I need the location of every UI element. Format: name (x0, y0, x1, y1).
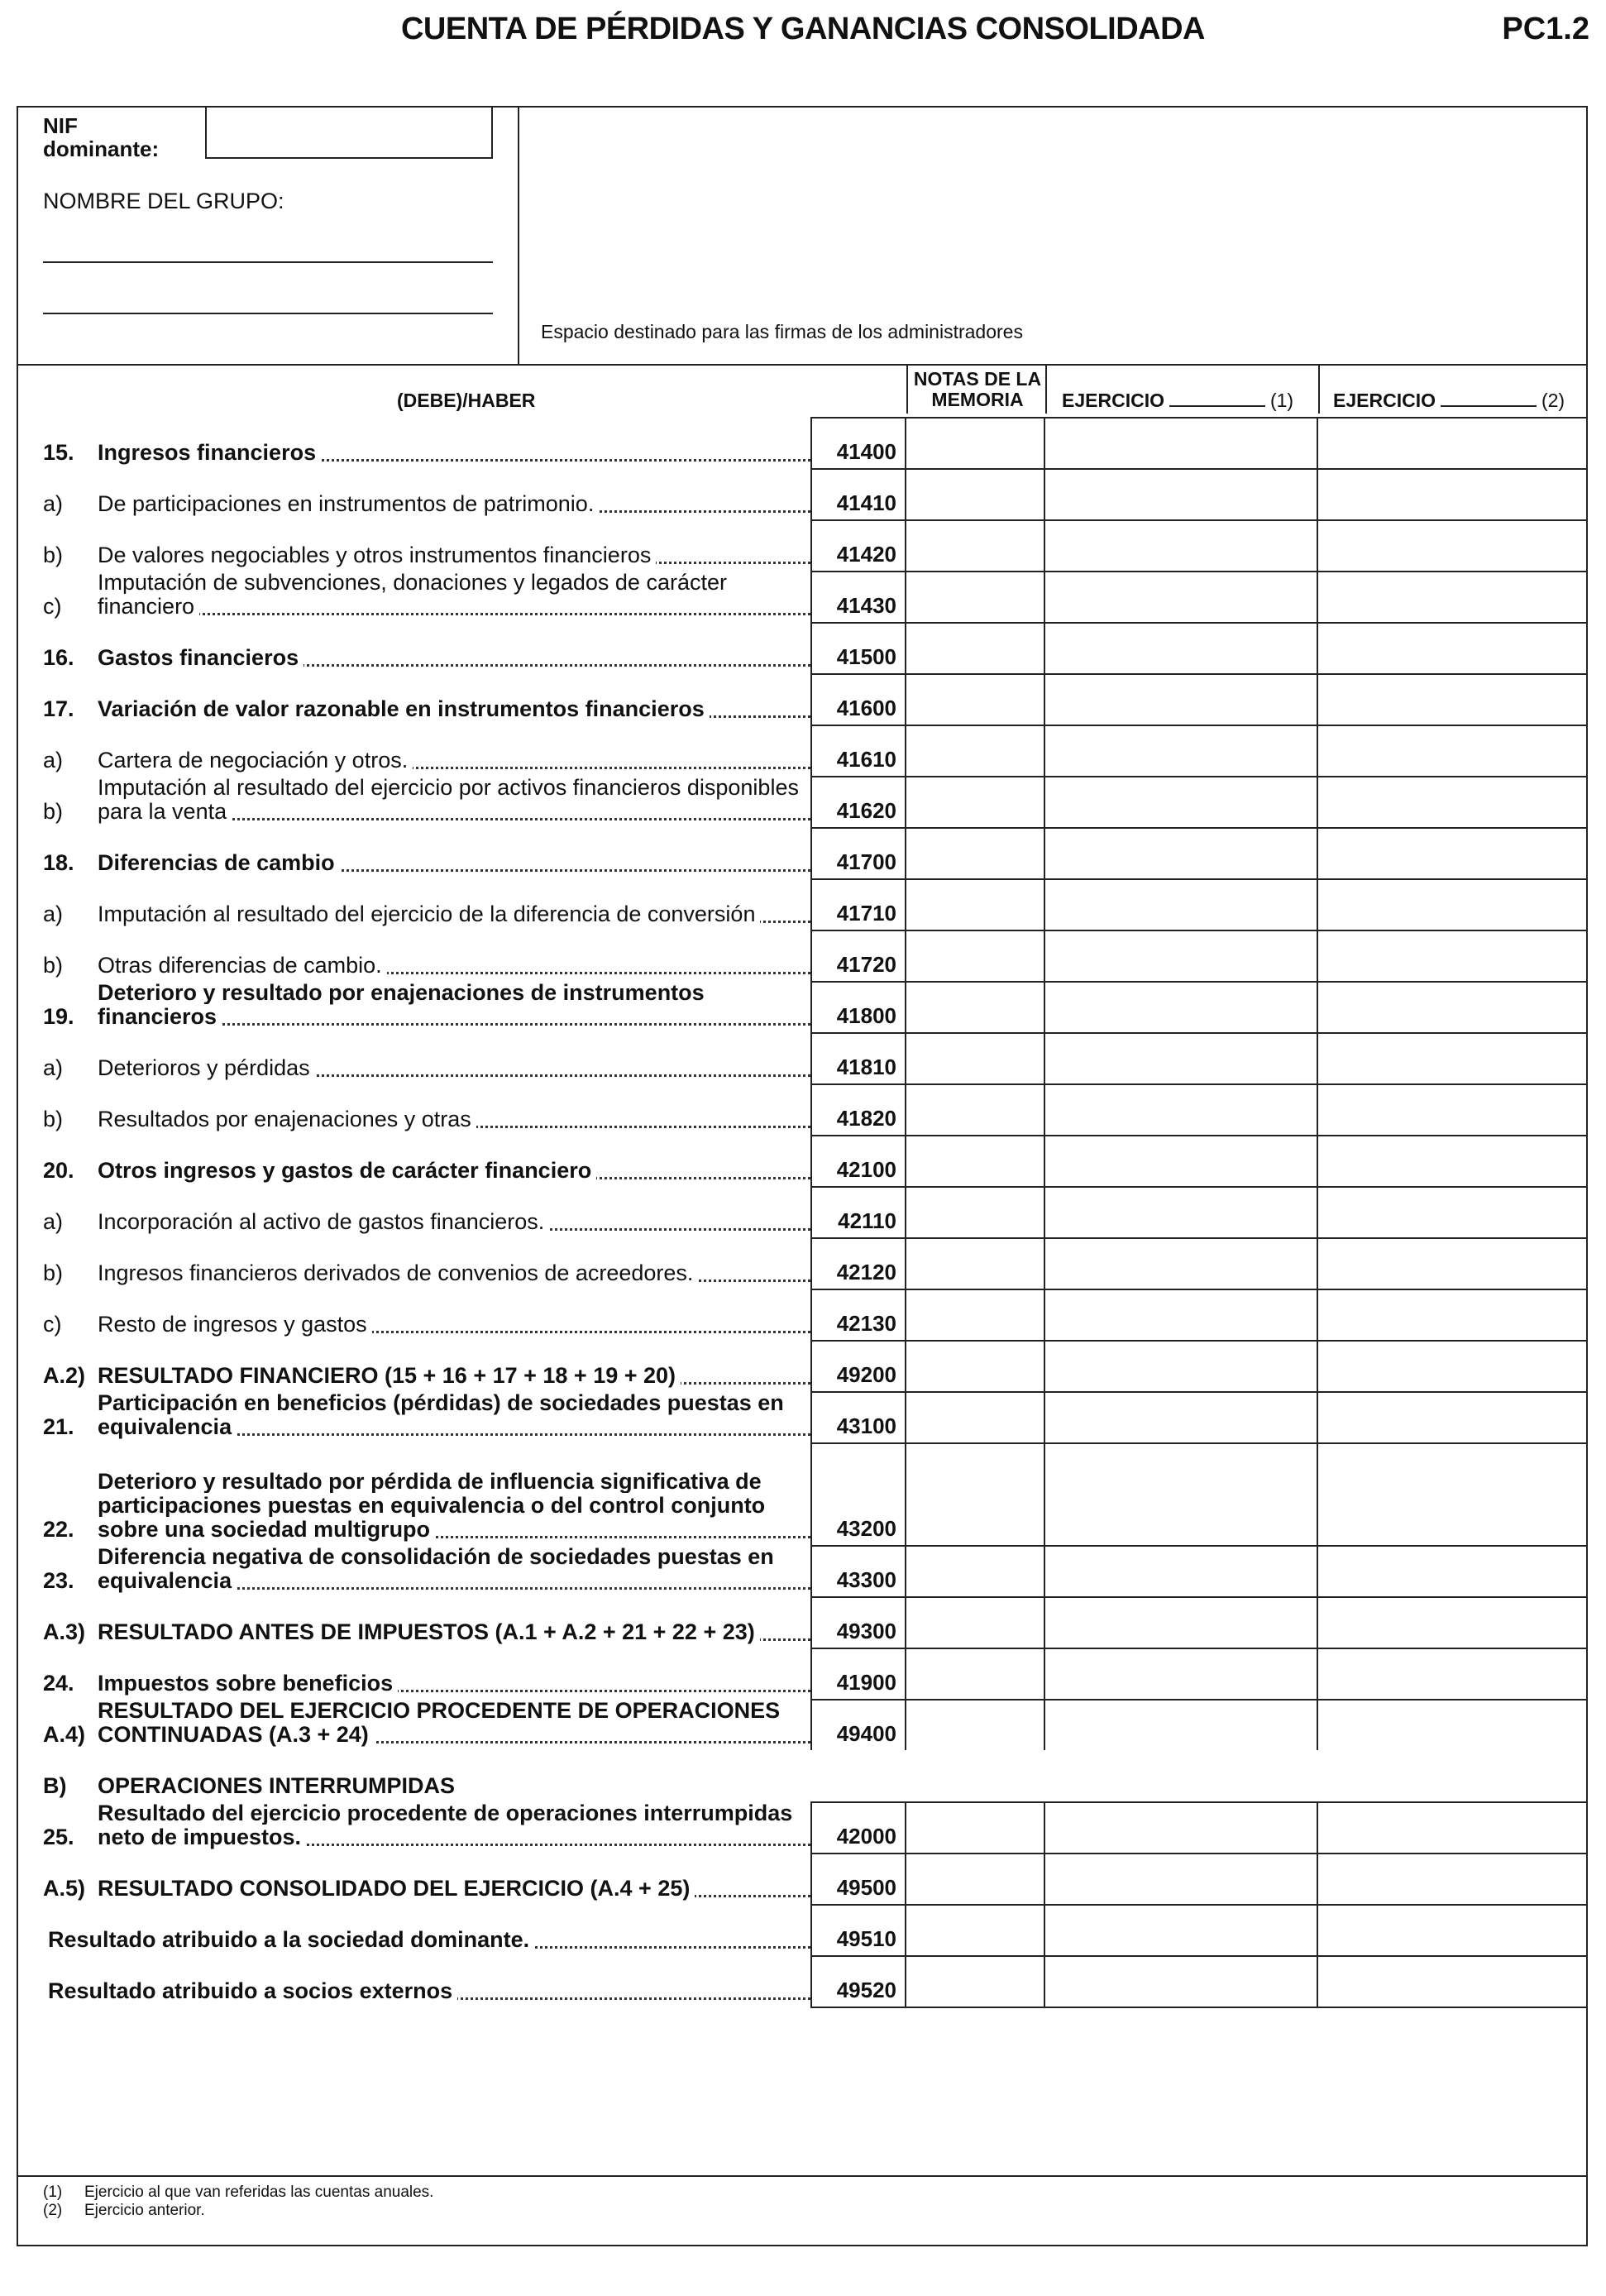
ejercicio-1-year-blank[interactable] (1169, 405, 1265, 407)
notas-cell[interactable] (906, 776, 1045, 827)
nif-input[interactable] (205, 108, 493, 159)
ejercicio-1-cell[interactable] (1045, 1442, 1318, 1545)
page-title: CUENTA DE PÉRDIDAS Y GANANCIAS CONSOLIDADA (400, 12, 1205, 46)
account-code-cell (810, 725, 906, 776)
account-code-cell (810, 622, 906, 673)
notas-cell[interactable] (906, 725, 1045, 776)
account-code: 42110 (838, 1208, 896, 1233)
nif-label: NIF dominante: (43, 113, 160, 161)
row-label: Diferencias de cambio (98, 851, 810, 875)
row-number: a) (43, 1209, 64, 1234)
row-label: Resultados por enajenaciones y otras (98, 1107, 810, 1131)
account-code: 49400 (836, 1721, 896, 1746)
account-code-cell (810, 1135, 906, 1186)
account-code-cell (810, 468, 906, 519)
notas-cell[interactable] (906, 1699, 1045, 1750)
table-row (18, 878, 1586, 930)
table-row (18, 468, 1586, 519)
account-code: 49510 (836, 1926, 896, 1951)
ejercicio-2-cell[interactable] (1318, 1955, 1588, 2007)
notas-cell[interactable] (906, 519, 1045, 571)
account-code-cell (810, 1545, 906, 1596)
notas-cell[interactable] (906, 1135, 1045, 1186)
row-label: Incorporación al activo de gastos financieros. (98, 1210, 810, 1234)
row-number: 23. (43, 1568, 74, 1593)
row-label: Resultado atribuido a socios externos (48, 1979, 810, 2003)
notas-cell[interactable] (906, 1904, 1045, 1955)
notas-cell[interactable] (906, 1237, 1045, 1289)
ejercicio-2-cell[interactable] (1318, 878, 1588, 930)
row-label: Diferencia negativa de consolidación de sociedades puestas en equivalencia (98, 1545, 810, 1593)
account-code: 49500 (836, 1875, 896, 1900)
account-code: 42000 (836, 1824, 896, 1849)
row-number: A.2) (43, 1363, 86, 1388)
table-row (18, 1648, 1586, 1699)
ejercicio-1-cell[interactable] (1045, 1648, 1318, 1699)
ejercicio-2-cell[interactable] (1318, 1904, 1588, 1955)
account-code: 41700 (836, 849, 896, 874)
ej1-col-divider (1045, 364, 1047, 414)
account-code-cell (810, 1904, 906, 1955)
ejercicio-2-cell[interactable] (1318, 1083, 1588, 1135)
row-label: Imputación al resultado del ejercicio de la diferencia de conversión (98, 902, 810, 926)
account-code-cell (810, 1442, 906, 1545)
ejercicio-1-cell[interactable] (1045, 1955, 1318, 2007)
row-label: De valores negociables y otros instrumentos financieros (98, 543, 810, 567)
notas-cell[interactable] (906, 468, 1045, 519)
ejercicio-2-cell[interactable] (1318, 1289, 1588, 1340)
row-number: 15. (43, 440, 74, 465)
ejercicio-2-cell[interactable] (1318, 1699, 1588, 1750)
row-number: a) (43, 1055, 64, 1080)
table-row (18, 1699, 1586, 1750)
account-code-cell (810, 981, 906, 1032)
ejercicio-2-year-blank[interactable] (1441, 405, 1537, 407)
row-number: 20. (43, 1158, 74, 1183)
account-code: 43100 (836, 1413, 896, 1438)
account-code-cell (810, 1340, 906, 1391)
ejercicio-1-cell[interactable] (1045, 1032, 1318, 1083)
ejercicio-1-cell[interactable] (1045, 725, 1318, 776)
row-number: 19. (43, 1004, 74, 1029)
row-number: 18. (43, 850, 74, 875)
row-number: b) (43, 1107, 64, 1131)
notas-cell[interactable] (906, 1853, 1045, 1904)
row-label: Resto de ingresos y gastos (98, 1313, 810, 1337)
account-code: 42130 (836, 1311, 896, 1336)
account-code: 49520 (836, 1978, 896, 2002)
ejercicio-2-cell[interactable] (1318, 776, 1588, 827)
account-code: 41900 (836, 1670, 896, 1695)
table-row (18, 417, 1586, 468)
ejercicio-2-cell[interactable] (1318, 673, 1588, 725)
account-code-cell (810, 776, 906, 827)
row-label: Cartera de negociación y otros. (98, 749, 810, 773)
notas-cell[interactable] (906, 1186, 1045, 1237)
account-code-cell (810, 1648, 906, 1699)
row-label: Imputación al resultado del ejercicio por activos financieros disponibles para la venta (98, 776, 810, 824)
table-row (18, 1289, 1586, 1340)
ejercicio-2-cell[interactable] (1318, 1032, 1588, 1083)
ejercicio-1-cell[interactable] (1045, 827, 1318, 878)
table-row (18, 930, 1586, 981)
row-number: A.5) (43, 1876, 86, 1901)
ejercicio-1-cell[interactable] (1045, 776, 1318, 827)
row-label: Impuestos sobre beneficios (98, 1672, 810, 1696)
row-label: RESULTADO CONSOLIDADO DEL EJERCICIO (A.4 + 25) (98, 1877, 810, 1901)
row-number: A.4) (43, 1722, 86, 1747)
table-row (18, 1955, 1586, 2007)
notas-cell[interactable] (906, 1442, 1045, 1545)
ejercicio-2-cell[interactable] (1318, 1545, 1588, 1596)
account-code-cell (810, 571, 906, 622)
notas-cell[interactable] (906, 930, 1045, 981)
notas-cell[interactable] (906, 1955, 1045, 2007)
ejercicio-2-cell[interactable] (1318, 725, 1588, 776)
ejercicio-1-cell[interactable] (1045, 878, 1318, 930)
table-row (18, 1237, 1586, 1289)
account-code-cell (810, 1596, 906, 1648)
ejercicio-2-cell[interactable] (1318, 827, 1588, 878)
row-number: B) (43, 1773, 67, 1798)
account-code: 42120 (836, 1260, 896, 1284)
account-code-cell (810, 1801, 906, 1853)
row-number: 16. (43, 645, 74, 670)
ejercicio-2-cell[interactable] (1318, 1853, 1588, 1904)
table-row (18, 1750, 1586, 1801)
ejercicio-1-cell[interactable] (1045, 1853, 1318, 1904)
row-number: a) (43, 902, 64, 926)
row-label: Deterioro y resultado por pérdida de influencia significativa de participaciones puestas en equivalencia o del control conjunto sobre una sociedad multigrupo (98, 1470, 810, 1542)
account-code: 41500 (836, 644, 896, 669)
account-code: 49300 (836, 1619, 896, 1643)
notas-cell[interactable] (906, 622, 1045, 673)
ejercicio-2-cell[interactable] (1318, 1648, 1588, 1699)
ejercicio-2-cell[interactable] (1318, 1442, 1588, 1545)
ejercicio-1-cell[interactable] (1045, 673, 1318, 725)
table-row (18, 571, 1586, 622)
account-code: 49200 (836, 1362, 896, 1387)
ejercicio-2-cell[interactable] (1318, 519, 1588, 571)
account-code-cell (810, 1083, 906, 1135)
form-code: PC1.2 (1502, 12, 1589, 46)
footnote-1: (1) Ejercicio al que van referidas las cuentas anuales. (43, 2184, 434, 2201)
header-bottom-rule (18, 364, 1586, 366)
ejercicio-2-cell[interactable] (1318, 1135, 1588, 1186)
notas-cell[interactable] (906, 571, 1045, 622)
row-label: De participaciones en instrumentos de patrimonio. (98, 492, 810, 516)
ejercicio-2-cell[interactable] (1318, 468, 1588, 519)
row-label: RESULTADO FINANCIERO (15 + 16 + 17 + 18 + 19 + 20) (98, 1364, 810, 1388)
row-number: 25. (43, 1825, 74, 1849)
ejercicio-1-cell[interactable] (1045, 417, 1318, 468)
footnote-divider (18, 2175, 1586, 2177)
ejercicio-1-cell[interactable] (1045, 1237, 1318, 1289)
row-label: RESULTADO ANTES DE IMPUESTOS (A.1 + A.2 + 21 + 22 + 23) (98, 1620, 810, 1644)
ejercicio-1-cell[interactable] (1045, 1083, 1318, 1135)
table-row (18, 1596, 1586, 1648)
ejercicio-1-cell[interactable] (1045, 1135, 1318, 1186)
row-number: c) (43, 1312, 62, 1337)
ejercicio-1-cell[interactable] (1045, 1699, 1318, 1750)
table-row (18, 1186, 1586, 1237)
signature-area-label: Espacio destinado para las firmas de los administradores (541, 321, 1023, 342)
ejercicio-1-cell[interactable] (1045, 1545, 1318, 1596)
table-row (18, 519, 1586, 571)
row-number: a) (43, 748, 64, 773)
ejercicio-2-cell[interactable] (1318, 1340, 1588, 1391)
account-code: 41800 (836, 1003, 896, 1028)
ejercicio-1-cell[interactable] (1045, 930, 1318, 981)
ejercicio-2-cell[interactable] (1318, 417, 1588, 468)
table-row (18, 1801, 1586, 1853)
notas-cell[interactable] (906, 1648, 1045, 1699)
table-row (18, 776, 1586, 827)
account-code-cell (810, 1699, 906, 1750)
table-row (18, 1083, 1586, 1135)
ejercicio-1-column-header: EJERCICIO (1) (1062, 390, 1294, 411)
notas-cell[interactable] (906, 1083, 1045, 1135)
header-divider (518, 108, 519, 364)
table-row (18, 1904, 1586, 1955)
footnote-2: (2) Ejercicio anterior. (43, 2202, 205, 2219)
ejercicio-1-cell[interactable] (1045, 1340, 1318, 1391)
notas-cell[interactable] (906, 878, 1045, 930)
account-code-cell (810, 930, 906, 981)
table-row (18, 1032, 1586, 1083)
ejercicio-1-cell[interactable] (1045, 1186, 1318, 1237)
account-code: 41400 (836, 439, 896, 464)
notas-cell[interactable] (906, 1289, 1045, 1340)
ejercicio-2-cell[interactable] (1318, 622, 1588, 673)
account-code-cell (810, 878, 906, 930)
account-code: 41610 (836, 747, 896, 772)
account-code: 41820 (836, 1106, 896, 1131)
account-code: 41430 (836, 593, 896, 618)
row-number: a) (43, 491, 64, 516)
table-row (18, 981, 1586, 1032)
table-row (18, 673, 1586, 725)
ejercicio-2-column-header: EJERCICIO (2) (1333, 390, 1565, 411)
account-code-cell (810, 519, 906, 571)
concepto-column-header: (DEBE)/HABER (397, 390, 536, 411)
ejercicio-1-cell[interactable] (1045, 468, 1318, 519)
account-code-cell (810, 827, 906, 878)
account-code: 41810 (836, 1055, 896, 1079)
table-row (18, 1545, 1586, 1596)
ejercicio-2-cell[interactable] (1318, 1391, 1588, 1442)
ejercicio-2-cell[interactable] (1318, 930, 1588, 981)
ejercicio-1-cell[interactable] (1045, 1904, 1318, 1955)
row-number: c) (43, 594, 62, 619)
row-label: RESULTADO DEL EJERCICIO PROCEDENTE DE OPERACIONES CONTINUADAS (A.3 + 24) (98, 1699, 810, 1747)
ejercicio-1-cell[interactable] (1045, 1289, 1318, 1340)
account-code: 41710 (836, 901, 896, 926)
notas-cell[interactable] (906, 1596, 1045, 1648)
account-code-cell (810, 417, 906, 468)
row-label: Deterioros y pérdidas (98, 1056, 810, 1080)
ejercicio-2-cell[interactable] (1318, 1186, 1588, 1237)
account-code: 41410 (836, 490, 896, 515)
account-code: 41600 (836, 696, 896, 720)
account-code-cell (810, 1853, 906, 1904)
notas-col-divider (906, 364, 908, 414)
notas-cell[interactable] (906, 673, 1045, 725)
notas-cell[interactable] (906, 1340, 1045, 1391)
ejercicio-1-cell[interactable] (1045, 1391, 1318, 1442)
table-row (18, 622, 1586, 673)
row-number: b) (43, 799, 64, 824)
group-name-line-1[interactable] (43, 261, 493, 263)
ej2-col-divider (1318, 364, 1320, 414)
notas-cell[interactable] (906, 1391, 1045, 1442)
notas-cell[interactable] (906, 1801, 1045, 1853)
notas-cell[interactable] (906, 417, 1045, 468)
row-number: 17. (43, 696, 74, 721)
ejercicio-1-cell[interactable] (1045, 1801, 1318, 1853)
account-code: 43300 (836, 1567, 896, 1592)
account-code-cell (810, 1391, 906, 1442)
ejercicio-1-cell[interactable] (1045, 519, 1318, 571)
form-frame (17, 106, 1588, 2246)
row-number: b) (43, 1260, 64, 1285)
row-label: Resultado atribuido a la sociedad dominante. (48, 1928, 810, 1952)
row-label: Ingresos financieros derivados de convenios de acreedores. (98, 1261, 810, 1285)
table-row (18, 1442, 1586, 1545)
row-label: OPERACIONES INTERRUMPIDAS (98, 1774, 810, 1798)
ejercicio-1-cell[interactable] (1045, 622, 1318, 673)
account-code: 42100 (836, 1157, 896, 1182)
ejercicio-2-cell[interactable] (1318, 571, 1588, 622)
row-number: 22. (43, 1517, 74, 1542)
account-code-cell (810, 1955, 906, 2007)
group-name-line-2[interactable] (43, 313, 493, 314)
ejercicio-2-cell[interactable] (1318, 1596, 1588, 1648)
row-label: Variación de valor razonable en instrumentos financieros (98, 697, 810, 721)
table-row (18, 1135, 1586, 1186)
ejercicio-1-cell[interactable] (1045, 981, 1318, 1032)
row-label: Ingresos financieros (98, 441, 810, 465)
table-row (18, 1853, 1586, 1904)
group-name-label: NOMBRE DEL GRUPO: (43, 189, 284, 213)
row-label: Otros ingresos y gastos de carácter financiero (98, 1159, 810, 1183)
row-label: Gastos financieros (98, 646, 810, 670)
ejercicio-1-cell[interactable] (1045, 571, 1318, 622)
account-code: 43200 (836, 1516, 896, 1541)
table-row (18, 1340, 1586, 1391)
account-code-cell (810, 1237, 906, 1289)
table-bottom-rule (810, 2007, 1588, 2008)
ejercicio-2-cell[interactable] (1318, 1801, 1588, 1853)
notas-cell[interactable] (906, 1545, 1045, 1596)
row-number: A.3) (43, 1619, 86, 1644)
row-label: Imputación de subvenciones, donaciones y legados de carácter financiero (98, 571, 810, 619)
ejercicio-1-cell[interactable] (1045, 1596, 1318, 1648)
row-number: 24. (43, 1671, 74, 1696)
table-row (18, 827, 1586, 878)
ejercicio-2-cell[interactable] (1318, 1237, 1588, 1289)
row-number: b) (43, 543, 64, 567)
notas-cell[interactable] (906, 827, 1045, 878)
account-code: 41720 (836, 952, 896, 977)
row-label: Otras diferencias de cambio. (98, 954, 810, 978)
row-label: Deterioro y resultado por enajenaciones de instrumentos financieros (98, 981, 810, 1029)
table-row (18, 725, 1586, 776)
ejercicio-2-cell[interactable] (1318, 981, 1588, 1032)
notas-column-header: NOTAS DE LA MEMORIA (913, 368, 1042, 410)
account-code-cell (810, 1032, 906, 1083)
account-code-cell (810, 673, 906, 725)
account-code: 41420 (836, 542, 896, 567)
table-row (18, 1391, 1586, 1442)
row-number: b) (43, 953, 64, 978)
account-code-cell (810, 1289, 906, 1340)
account-code: 41620 (836, 798, 896, 823)
row-number: 21. (43, 1414, 74, 1439)
notas-cell[interactable] (906, 981, 1045, 1032)
row-label: Participación en beneficios (pérdidas) de sociedades puestas en equivalencia (98, 1391, 810, 1439)
account-code-cell (810, 1186, 906, 1237)
notas-cell[interactable] (906, 1032, 1045, 1083)
row-label: Resultado del ejercicio procedente de operaciones interrumpidas neto de impuestos. (98, 1801, 810, 1849)
